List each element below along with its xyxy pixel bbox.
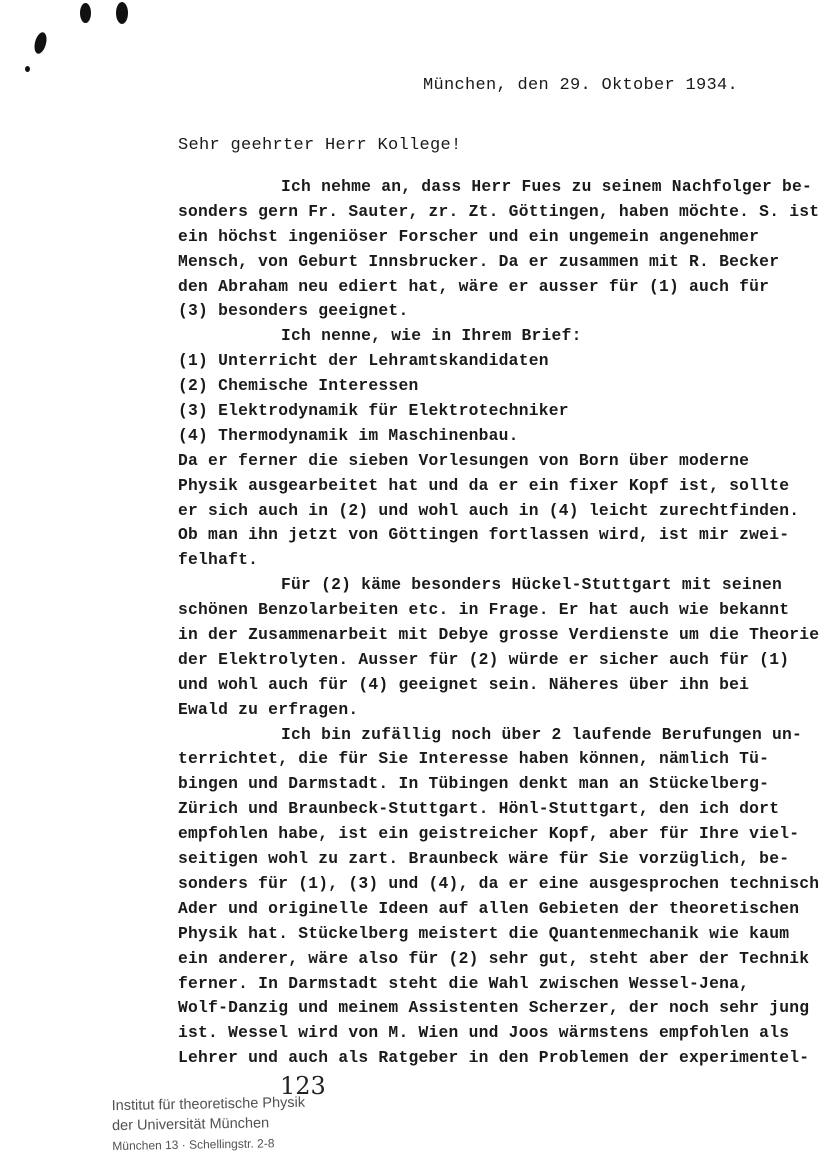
letter-line: Ich nehme an, dass Herr Fues zu seinem Nachfolger be- <box>281 177 813 196</box>
letter-line: felhaft. <box>178 550 259 570</box>
letter-line: (3) Elektrodynamik für Elektrotechniker <box>178 401 569 421</box>
letter-line: Mensch, von Geburt Innsbrucker. Da er zusammen mit R. Becker <box>178 251 780 271</box>
letter-line: (4) Thermodynamik im Maschinenbau. <box>178 425 519 445</box>
letter-line: Ader und originelle Ideen auf allen Gebieten der theoretischen <box>178 898 800 918</box>
institute-stamp <box>111 1092 352 1156</box>
letter-line: Zürich und Braunbeck-Stuttgart. Hönl-Stuttgart, den ich dort <box>178 799 780 819</box>
letter-date: München, den 29. Oktober 1934. <box>423 76 739 95</box>
letter-line: er sich auch in (2) und wohl auch in (4) leicht zurechtfinden. <box>178 500 800 520</box>
stamp-line: Institut für theoretische Physik <box>111 1094 306 1115</box>
letter-line: und wohl auch für (4) geeignet sein. Näheres über ihn bei <box>178 674 750 694</box>
stamp-line: München 13 · Schellingstr. 2-8 <box>112 1136 275 1154</box>
letter-line: Ich bin zufällig noch über 2 laufende Berufungen un- <box>281 724 803 744</box>
letter-line: der Elektrolyten. Ausser für (2) würde er sicher auch für (1) <box>178 649 790 669</box>
ink-mark <box>32 31 48 55</box>
letter-line: Ob man ihn jetzt von Göttingen fortlassen wird, ist mir zwei- <box>178 525 790 545</box>
letter-line: Ewald zu erfragen. <box>178 699 359 719</box>
letter-line: Physik ausgearbeitet hat und da er ein fixer Kopf ist, sollte <box>178 475 790 495</box>
letter-line: seitigen wohl zu zart. Braunbeck wäre für Sie vorzüglich, be- <box>178 849 790 869</box>
letter-line: Wolf-Danzig und meinem Assistenten Scherzer, der noch sehr jung <box>178 998 810 1018</box>
letter-line: Ich nenne, wie in Ihrem Brief: <box>281 326 582 346</box>
letter-line: empfohlen habe, ist ein geistreicher Kopf, aber für Ihre viel- <box>178 824 800 844</box>
letter-line: Da er ferner die sieben Vorlesungen von Born über moderne <box>178 450 750 470</box>
letter-line: den Abraham neu ediert hat, wäre er ausser für (1) auch für <box>178 276 770 296</box>
letter-line: (2) Chemische Interessen <box>178 376 419 396</box>
stamp-line: der Universität München <box>111 1115 270 1135</box>
letter-line: ist. Wessel wird von M. Wien und Joos wärmstens empfohlen als <box>178 1023 790 1043</box>
ink-mark <box>116 2 128 24</box>
letter-line: Physik hat. Stückelberg meistert die Quantenmechanik wie kaum <box>178 923 790 943</box>
letter-line: terrichtet, die für Sie Interesse haben können, nämlich Tü- <box>178 749 770 769</box>
letter-line: (1) Unterricht der Lehramtskandidaten <box>178 351 549 371</box>
letter-line: ein anderer, wäre also für (2) sehr gut, steht aber der Technik <box>178 948 810 968</box>
letter-body <box>178 175 833 1071</box>
letter-line: Lehrer und auch als Ratgeber in den Problemen der experimentel- <box>178 1048 810 1068</box>
letter-line: in der Zusammenarbeit mit Debye grosse Verdienste um die Theorie <box>178 625 820 645</box>
letter-line: schönen Benzolarbeiten etc. in Frage. Er hat auch wie bekannt <box>178 600 790 620</box>
letter-line: sonders gern Fr. Sauter, zr. Zt. Göttingen, haben möchte. S. ist <box>178 201 820 221</box>
ink-mark <box>25 66 30 72</box>
ink-mark <box>80 3 91 23</box>
letter-line: ein höchst ingeniöser Forscher und ein ungemein angenehmer <box>178 226 760 246</box>
letter-line: Für (2) käme besonders Hückel-Stuttgart mit seinen <box>281 575 783 595</box>
letter-line: ferner. In Darmstadt steht die Wahl zwischen Wessel-Jena, <box>178 973 750 993</box>
salutation: Sehr geehrter Herr Kollege! <box>178 136 462 155</box>
letter-line: sonders für (1), (3) und (4), da er eine ausgesprochen technisch <box>178 873 820 893</box>
page-number: 123 <box>280 1072 326 1100</box>
letter-line: bingen und Darmstadt. In Tübingen denkt man an Stückelberg- <box>178 774 770 794</box>
letter-line: (3) besonders geeignet. <box>178 301 409 321</box>
